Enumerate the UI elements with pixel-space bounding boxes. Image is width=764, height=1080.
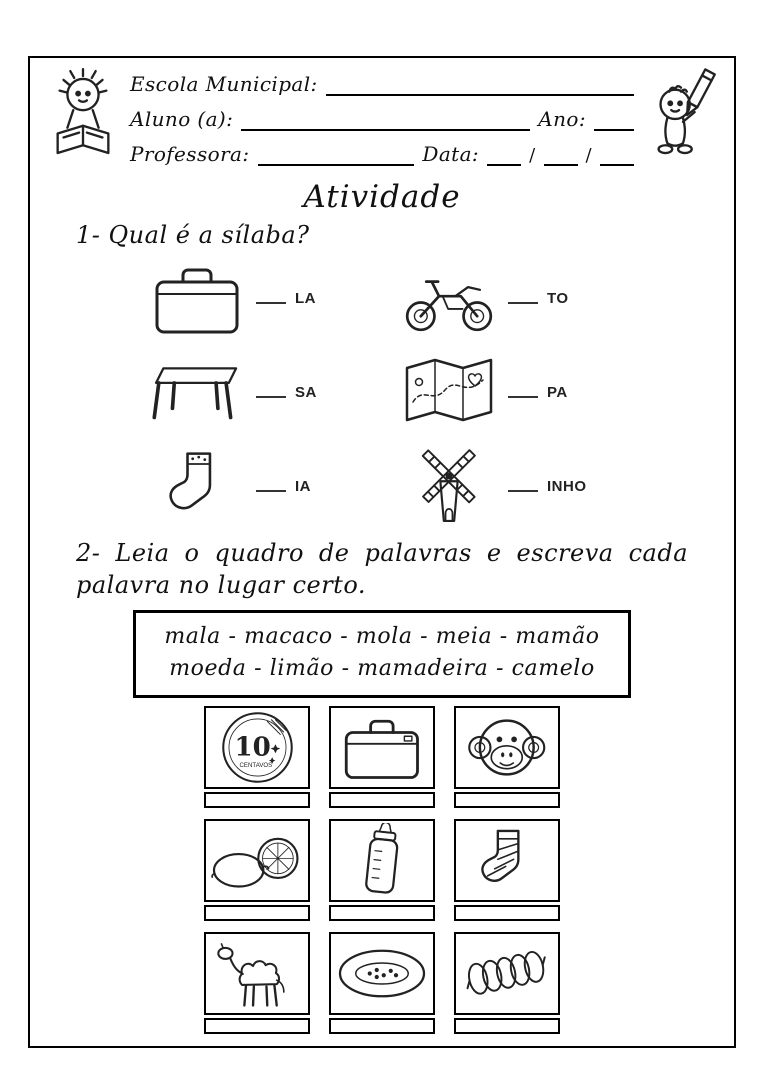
motorcycle-icon	[399, 257, 499, 339]
syllable-item-mala	[147, 257, 365, 339]
answer-box	[454, 1018, 560, 1034]
answer-box	[454, 792, 560, 808]
sock-icon	[454, 819, 560, 902]
lemon-icon	[204, 819, 310, 902]
syllable-item-meia	[147, 445, 365, 527]
child-with-pencil-illustration	[642, 66, 720, 166]
syllable-label: PA	[547, 383, 568, 401]
syllable-item-moinho	[399, 445, 617, 527]
page-border-frame	[28, 56, 736, 1048]
camel-icon	[204, 932, 310, 1015]
date-label: Data:	[422, 142, 480, 166]
coin-value: 10	[233, 732, 271, 763]
coin-unit: CENTAVOS	[239, 761, 272, 769]
answer-blank	[508, 292, 538, 304]
word-bank-line2: moeda - limão - mamadeira - camelo	[169, 655, 595, 681]
answer-box	[204, 792, 310, 808]
answer-box	[454, 905, 560, 921]
syllable-label: SA	[295, 383, 317, 401]
answer-box	[329, 905, 435, 921]
teacher-name-blank	[258, 150, 415, 166]
question1-grid	[147, 257, 617, 527]
answer-blank	[508, 480, 538, 492]
answer-box	[204, 905, 310, 921]
stool-icon	[147, 351, 247, 433]
school-line	[130, 72, 634, 96]
date-month-blank	[544, 150, 578, 166]
spring-icon	[454, 932, 560, 1015]
syllable-item-mesa	[147, 351, 365, 433]
reading-child-illustration	[44, 66, 122, 166]
syllable-item-mapa	[399, 351, 617, 433]
school-name-blank	[326, 80, 634, 96]
coin-icon	[204, 706, 310, 789]
answer-blank	[256, 292, 286, 304]
answer-box	[204, 1018, 310, 1034]
syllable-item-moto	[399, 257, 617, 339]
syllable-label: LA	[295, 289, 316, 307]
teacher-label: Professora:	[130, 142, 250, 166]
syllable-label: INHO	[547, 477, 587, 495]
picture-cell-limao	[204, 819, 310, 921]
date-separator: /	[585, 145, 592, 166]
answer-blank	[256, 480, 286, 492]
syllable-label: TO	[547, 289, 569, 307]
answer-box	[329, 1018, 435, 1034]
suitcase-icon	[147, 257, 247, 339]
school-label: Escola Municipal:	[130, 72, 318, 96]
date-day-blank	[487, 150, 521, 166]
header-fields	[130, 66, 634, 177]
question2-label: 2- Leia o quadro de palavras e escreva cada palavra no lugar certo.	[76, 539, 688, 600]
picture-cell-macaco	[454, 706, 560, 808]
suitcase-icon	[329, 706, 435, 789]
student-label: Aluno (a):	[130, 107, 234, 131]
picture-cell-moeda	[204, 706, 310, 808]
picture-cell-mamadeira	[329, 819, 435, 921]
picture-cell-meia	[454, 819, 560, 921]
papaya-icon	[329, 932, 435, 1015]
question1-label: 1- Qual é a sílaba?	[76, 221, 310, 249]
answer-box	[329, 792, 435, 808]
worksheet-header	[44, 66, 720, 177]
page-title: Atividade	[303, 179, 461, 215]
picture-grid	[204, 706, 560, 1034]
picture-cell-mola	[454, 932, 560, 1034]
monkey-icon	[454, 706, 560, 789]
teacher-line	[130, 142, 634, 166]
date-year-blank	[600, 150, 634, 166]
year-blank	[594, 115, 634, 131]
student-line	[130, 107, 634, 131]
picture-cell-mala	[329, 706, 435, 808]
map-icon	[399, 351, 499, 433]
picture-cell-camelo	[204, 932, 310, 1034]
word-bank-line1: mala - macaco - mola - meia - mamão	[164, 623, 600, 649]
student-name-blank	[241, 115, 530, 131]
baby-bottle-icon	[329, 819, 435, 902]
word-bank-box	[133, 610, 631, 698]
windmill-icon	[399, 445, 499, 527]
picture-cell-mamao	[329, 932, 435, 1034]
sock-icon	[147, 445, 247, 527]
syllable-label: IA	[295, 477, 311, 495]
date-separator: /	[529, 145, 536, 166]
answer-blank	[256, 386, 286, 398]
year-label: Ano:	[538, 107, 586, 131]
answer-blank	[508, 386, 538, 398]
